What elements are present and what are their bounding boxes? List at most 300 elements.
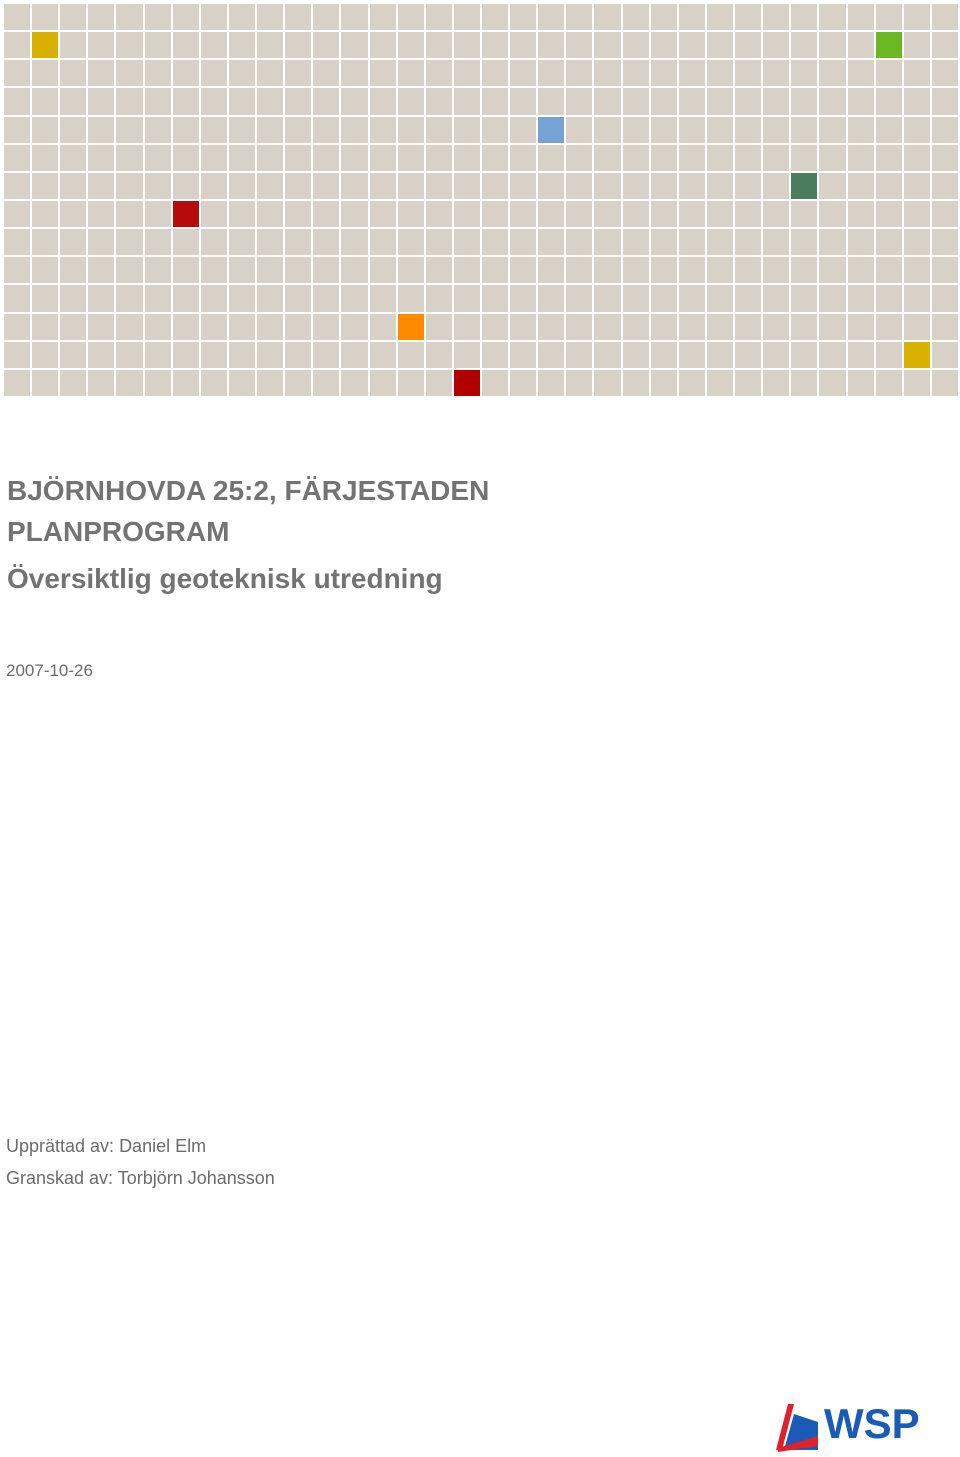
decorative-tile [398, 145, 424, 171]
decorative-tile [116, 201, 142, 227]
decorative-tile [32, 257, 58, 283]
title-block [7, 470, 489, 599]
decorative-tile [510, 173, 536, 199]
decorative-tile [173, 117, 199, 143]
decorative-tile [679, 314, 705, 340]
decorative-tile [482, 285, 508, 311]
decorative-tile [4, 229, 30, 255]
decorative-tile [791, 173, 817, 199]
decorative-tile [538, 229, 564, 255]
decorative-tile [651, 117, 677, 143]
decorative-tile [932, 145, 958, 171]
decorative-tile [651, 285, 677, 311]
decorative-tile [848, 173, 874, 199]
decorative-tile [876, 229, 902, 255]
decorative-tile [313, 201, 339, 227]
decorative-tile [735, 229, 761, 255]
decorative-tile [398, 229, 424, 255]
decorative-tile [848, 145, 874, 171]
decorative-tile [679, 229, 705, 255]
decorative-tile [145, 201, 171, 227]
decorative-tile [229, 257, 255, 283]
decorative-tile [257, 88, 283, 114]
decorative-tile [32, 117, 58, 143]
decorative-tile [201, 117, 227, 143]
decorative-tile [116, 4, 142, 30]
decorative-tile [623, 285, 649, 311]
decorative-tile [426, 88, 452, 114]
decorative-tile [848, 314, 874, 340]
decorative-tile [510, 257, 536, 283]
decorative-tile [763, 201, 789, 227]
decorative-tile [791, 117, 817, 143]
decorative-tile [32, 370, 58, 396]
decorative-tile [876, 32, 902, 58]
decorative-tile [426, 257, 452, 283]
decorative-tile [763, 32, 789, 58]
decorative-tile [426, 117, 452, 143]
decorative-tile [145, 4, 171, 30]
decorative-tile [370, 314, 396, 340]
decorative-tile [285, 32, 311, 58]
decorative-tile [426, 4, 452, 30]
decorative-tile [763, 145, 789, 171]
decorative-tile [594, 88, 620, 114]
decorative-tile [566, 370, 592, 396]
decorative-tile [454, 173, 480, 199]
decorative-tile [60, 229, 86, 255]
decorative-tile [341, 88, 367, 114]
decorative-tile [370, 145, 396, 171]
decorative-tile [819, 88, 845, 114]
decorative-tile [623, 4, 649, 30]
decorative-tile [763, 4, 789, 30]
decorative-tile [398, 342, 424, 368]
decorative-tile [651, 201, 677, 227]
decorative-tile [145, 88, 171, 114]
decorative-tile [341, 257, 367, 283]
decorative-tile [623, 117, 649, 143]
decorative-tile [4, 60, 30, 86]
decorative-tile [876, 60, 902, 86]
decorative-tile [904, 229, 930, 255]
decorative-tile [594, 4, 620, 30]
decorative-tile [145, 314, 171, 340]
decorative-tile [538, 201, 564, 227]
decorative-tile [285, 229, 311, 255]
decorative-tile [341, 117, 367, 143]
decorative-tile [791, 370, 817, 396]
decorative-tile [173, 257, 199, 283]
decorative-tile [454, 285, 480, 311]
decorative-tile [313, 314, 339, 340]
decorative-tile [88, 201, 114, 227]
decorative-tile [707, 370, 733, 396]
decorative-tile [229, 229, 255, 255]
decorative-tile [482, 201, 508, 227]
decorative-tile [566, 173, 592, 199]
decorative-tile [763, 257, 789, 283]
decorative-tile [426, 201, 452, 227]
decorative-tile [116, 370, 142, 396]
decorative-tile [876, 370, 902, 396]
decorative-tile [116, 117, 142, 143]
decorative-tile [707, 342, 733, 368]
decorative-tile [566, 285, 592, 311]
decorative-tile [482, 117, 508, 143]
decorative-tile [735, 314, 761, 340]
decorative-tile [566, 32, 592, 58]
decorative-tile [510, 117, 536, 143]
decorative-tile [904, 173, 930, 199]
decorative-tile [819, 32, 845, 58]
decorative-tile [313, 285, 339, 311]
decorative-tile [932, 257, 958, 283]
decorative-tile [60, 370, 86, 396]
decorative-tile [510, 342, 536, 368]
decorative-tile [651, 60, 677, 86]
decorative-tile [285, 257, 311, 283]
decorative-tile [201, 32, 227, 58]
decorative-tile [651, 342, 677, 368]
decorative-tile [4, 201, 30, 227]
decorative-tile [285, 145, 311, 171]
decorative-tile [566, 342, 592, 368]
decorative-tile [904, 370, 930, 396]
decorative-tile [876, 4, 902, 30]
decorative-tile [257, 370, 283, 396]
decorative-tile [510, 60, 536, 86]
decorative-tile [285, 370, 311, 396]
decorative-tile [735, 173, 761, 199]
decorative-tile [313, 117, 339, 143]
decorative-tile [229, 370, 255, 396]
reviewed-by: Granskad av: Torbjörn Johansson [6, 1168, 275, 1188]
decorative-tile [229, 314, 255, 340]
decorative-tile [876, 173, 902, 199]
decorative-tile [426, 342, 452, 368]
decorative-tile [370, 285, 396, 311]
decorative-tile [679, 285, 705, 311]
decorative-tile [116, 60, 142, 86]
decorative-tile [32, 285, 58, 311]
decorative-tile [819, 257, 845, 283]
decorative-tile [932, 117, 958, 143]
decorative-tile [848, 117, 874, 143]
prepared-by: Upprättad av: Daniel Elm [6, 1136, 207, 1156]
decorative-tile [4, 285, 30, 311]
decorative-tile [257, 342, 283, 368]
decorative-tile [791, 60, 817, 86]
decorative-tile [735, 145, 761, 171]
decorative-tile [88, 145, 114, 171]
decorative-tile [32, 173, 58, 199]
decorative-tile [201, 314, 227, 340]
decorative-tile [848, 370, 874, 396]
decorative-tile [538, 173, 564, 199]
decorative-tile [370, 201, 396, 227]
decorative-tile [510, 285, 536, 311]
decorative-tile [145, 173, 171, 199]
decorative-tile [679, 173, 705, 199]
decorative-tile [932, 201, 958, 227]
decorative-tile [651, 173, 677, 199]
decorative-tile [285, 60, 311, 86]
decorative-tile [370, 32, 396, 58]
decorative-tile [145, 32, 171, 58]
decorative-tile [594, 229, 620, 255]
decorative-tile [60, 60, 86, 86]
decorative-tile [257, 173, 283, 199]
decorative-tile [791, 145, 817, 171]
decorative-tile [819, 201, 845, 227]
decorative-tile [32, 60, 58, 86]
decorative-tile [426, 314, 452, 340]
decorative-tile [848, 229, 874, 255]
decorative-tile [454, 32, 480, 58]
decorative-tile [510, 32, 536, 58]
decorative-tile [229, 32, 255, 58]
decorative-tile [932, 229, 958, 255]
decorative-tile [876, 117, 902, 143]
decorative-tile [566, 4, 592, 30]
decorative-tile [116, 257, 142, 283]
decorative-tile [707, 314, 733, 340]
decorative-tile [763, 117, 789, 143]
decorative-tile [370, 117, 396, 143]
decorative-tile [398, 201, 424, 227]
decorative-tile [201, 370, 227, 396]
decorative-tile [904, 342, 930, 368]
decorative-tile [60, 4, 86, 30]
decorative-tile [791, 314, 817, 340]
decorative-tile [201, 173, 227, 199]
decorative-tile [201, 257, 227, 283]
decorative-tile [594, 60, 620, 86]
decorative-tile [932, 60, 958, 86]
decorative-tile [88, 257, 114, 283]
decorative-tile [819, 4, 845, 30]
decorative-tile [173, 314, 199, 340]
decorative-tile [679, 201, 705, 227]
decorative-tile [370, 257, 396, 283]
decorative-tile [370, 229, 396, 255]
decorative-tile [145, 60, 171, 86]
decorative-tile [341, 229, 367, 255]
decorative-tile [932, 173, 958, 199]
decorative-tile [257, 60, 283, 86]
decorative-tile [848, 257, 874, 283]
decorative-tile [566, 88, 592, 114]
decorative-tile [791, 342, 817, 368]
decorative-tile [173, 60, 199, 86]
decorative-tile [876, 88, 902, 114]
decorative-tile [707, 173, 733, 199]
decorative-tile [4, 173, 30, 199]
decorative-tile [32, 201, 58, 227]
decorative-tile [201, 88, 227, 114]
decorative-tile [735, 257, 761, 283]
decorative-tile [116, 314, 142, 340]
decorative-tile [876, 285, 902, 311]
decorative-tile [88, 285, 114, 311]
decorative-tile [201, 145, 227, 171]
decorative-tile [763, 60, 789, 86]
decorative-tile [88, 4, 114, 30]
decorative-tile [707, 229, 733, 255]
decorative-tile [173, 145, 199, 171]
decorative-tile [313, 173, 339, 199]
decorative-tile [454, 342, 480, 368]
decorative-tile [60, 314, 86, 340]
decorative-tile [791, 257, 817, 283]
decorative-tile [482, 342, 508, 368]
decorative-tile [173, 229, 199, 255]
decorative-tile [32, 314, 58, 340]
decorative-tile [88, 32, 114, 58]
decorative-tile [398, 32, 424, 58]
decorative-tile [4, 370, 30, 396]
decorative-tile [313, 4, 339, 30]
decorative-tile [229, 117, 255, 143]
decorative-tile [116, 173, 142, 199]
decorative-tile [116, 229, 142, 255]
decorative-tile [482, 32, 508, 58]
decorative-tile [454, 88, 480, 114]
decorative-tile [763, 285, 789, 311]
decorative-tile [566, 201, 592, 227]
wsp-logo-text: WSP [824, 1400, 920, 1447]
decorative-tile [651, 32, 677, 58]
decorative-tile [679, 4, 705, 30]
decorative-tile [791, 285, 817, 311]
decorative-tile [341, 173, 367, 199]
decorative-tile [257, 145, 283, 171]
document-title: BJÖRNHOVDA 25:2, FÄRJESTADEN [7, 475, 490, 506]
decorative-tile [341, 201, 367, 227]
decorative-tile [229, 285, 255, 311]
decorative-tile [538, 285, 564, 311]
decorative-tile [341, 342, 367, 368]
decorative-tile [173, 370, 199, 396]
decorative-tile [594, 370, 620, 396]
decorative-tile [60, 117, 86, 143]
decorative-tile [398, 285, 424, 311]
decorative-tile [341, 285, 367, 311]
credits [6, 1130, 275, 1194]
decorative-tile [370, 4, 396, 30]
decorative-tile [594, 257, 620, 283]
decorative-tile [201, 285, 227, 311]
decorative-tile [341, 314, 367, 340]
decorative-tile [791, 201, 817, 227]
decorative-tile [370, 173, 396, 199]
decorative-tile [398, 60, 424, 86]
decorative-tile [454, 370, 480, 396]
decorative-tile [4, 257, 30, 283]
decorative-tile [623, 342, 649, 368]
decorative-tile [904, 60, 930, 86]
decorative-tile [623, 370, 649, 396]
decorative-tile [116, 145, 142, 171]
decorative-tile [932, 370, 958, 396]
decorative-tile [623, 201, 649, 227]
decorative-tile [426, 173, 452, 199]
decorative-tile [482, 257, 508, 283]
decorative-tile [88, 229, 114, 255]
decorative-tile [257, 314, 283, 340]
decorative-tile [763, 88, 789, 114]
decorative-tile [538, 60, 564, 86]
decorative-tile [566, 314, 592, 340]
decorative-tile [88, 314, 114, 340]
decorative-tile [370, 60, 396, 86]
decorative-tile [88, 173, 114, 199]
decorative-tile [819, 370, 845, 396]
decorative-tile [819, 229, 845, 255]
decorative-tile [791, 88, 817, 114]
decorative-tile [285, 117, 311, 143]
decorative-tile [285, 285, 311, 311]
decorative-tile [848, 342, 874, 368]
decorative-tile [454, 257, 480, 283]
decorative-tile [876, 145, 902, 171]
decorative-tile [145, 257, 171, 283]
decorative-tile [116, 32, 142, 58]
decorative-tile [173, 32, 199, 58]
decorative-tile [88, 117, 114, 143]
decorative-tile [454, 229, 480, 255]
decorative-tile [707, 4, 733, 30]
decorative-tile [60, 88, 86, 114]
decorative-tile [257, 285, 283, 311]
decorative-tile [651, 88, 677, 114]
decorative-tile [482, 314, 508, 340]
decorative-tile [60, 285, 86, 311]
decorative-tile [594, 117, 620, 143]
decorative-tile [735, 370, 761, 396]
document-subtitle: Översiktlig geoteknisk utredning [7, 563, 443, 594]
decorative-tile [735, 4, 761, 30]
decorative-tile [426, 60, 452, 86]
decorative-tile [651, 314, 677, 340]
decorative-tile [173, 285, 199, 311]
decorative-tile [623, 173, 649, 199]
decorative-tile [482, 145, 508, 171]
decorative-tile [454, 4, 480, 30]
decorative-tile [398, 88, 424, 114]
decorative-tile [538, 32, 564, 58]
decorative-tile [88, 88, 114, 114]
decorative-tile [370, 342, 396, 368]
decorative-tile [370, 370, 396, 396]
decorative-tile [735, 117, 761, 143]
decorative-tile [679, 117, 705, 143]
decorative-tile [679, 88, 705, 114]
decorative-tile [819, 314, 845, 340]
decorative-tile [538, 370, 564, 396]
decorative-tile [201, 4, 227, 30]
decorative-tile [707, 201, 733, 227]
decorative-tile [398, 314, 424, 340]
decorative-tile [819, 173, 845, 199]
decorative-tile [229, 201, 255, 227]
decorative-tile [763, 314, 789, 340]
decorative-tile [707, 285, 733, 311]
decorative-tile [116, 342, 142, 368]
decorative-tile [819, 342, 845, 368]
decorative-tile [426, 32, 452, 58]
